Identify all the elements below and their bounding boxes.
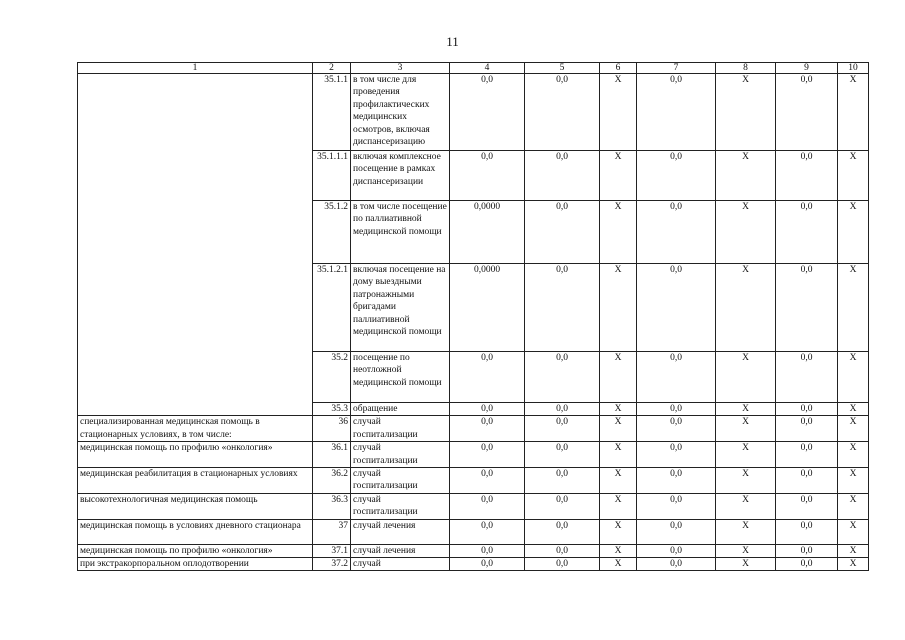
flag-cell: X bbox=[600, 74, 637, 151]
value-cell: 0,0 bbox=[637, 558, 716, 571]
row-code-cell: 35.1.2.1 bbox=[313, 264, 351, 352]
unit-cell: случай bbox=[351, 558, 450, 571]
flag-cell: X bbox=[600, 264, 637, 352]
unit-cell: случай госпитализации bbox=[351, 416, 450, 442]
flag-cell: X bbox=[838, 416, 869, 442]
value-cell: 0,0 bbox=[450, 74, 525, 151]
value-cell: 0,0000 bbox=[450, 264, 525, 352]
flag-cell: X bbox=[838, 352, 869, 403]
value-cell: 0,0 bbox=[776, 74, 838, 151]
value-cell: 0,0 bbox=[776, 558, 838, 571]
unit-cell: обращение bbox=[351, 403, 450, 416]
row-code-cell: 36.3 bbox=[313, 493, 351, 519]
value-cell: 0,0 bbox=[637, 416, 716, 442]
value-cell: 0,0 bbox=[525, 151, 600, 201]
value-cell: 0,0 bbox=[637, 468, 716, 494]
table-row bbox=[78, 558, 869, 571]
flag-cell: X bbox=[838, 151, 869, 201]
flag-cell: X bbox=[716, 442, 776, 468]
row-code-cell: 37.2 bbox=[313, 558, 351, 571]
value-cell: 0,0 bbox=[776, 493, 838, 519]
flag-cell: X bbox=[716, 201, 776, 264]
value-cell: 0,0 bbox=[776, 442, 838, 468]
value-cell: 0,0 bbox=[450, 416, 525, 442]
value-cell: 0,0 bbox=[776, 544, 838, 557]
indicator-cell: медицинская реабилитация в стационарных условиях bbox=[78, 468, 313, 494]
value-cell: 0,0 bbox=[776, 264, 838, 352]
unit-cell: в том числе посещение по паллиативной медицинской помощи bbox=[351, 201, 450, 264]
flag-cell: X bbox=[716, 416, 776, 442]
table-row bbox=[78, 519, 869, 544]
flag-cell: X bbox=[716, 403, 776, 416]
col-header: 6 bbox=[600, 63, 637, 74]
col-header: 1 bbox=[78, 63, 313, 74]
col-header: 5 bbox=[525, 63, 600, 74]
flag-cell: X bbox=[600, 493, 637, 519]
indicator-cell: специализированная медицинская помощь в стационарных условиях, в том числе: bbox=[78, 416, 313, 442]
unit-cell: случай госпитализации bbox=[351, 493, 450, 519]
unit-cell: включая комплексное посещение в рамках диспансеризации bbox=[351, 151, 450, 201]
indicator-cell: при экстракорпоральном оплодотворении bbox=[78, 558, 313, 571]
flag-cell: X bbox=[716, 74, 776, 151]
value-cell: 0,0 bbox=[776, 151, 838, 201]
table-row bbox=[78, 416, 869, 442]
col-header: 10 bbox=[838, 63, 869, 74]
flag-cell: X bbox=[600, 519, 637, 544]
value-cell: 0,0 bbox=[525, 493, 600, 519]
flag-cell: X bbox=[838, 519, 869, 544]
indicator-cell: медицинская помощь в условиях дневного стационара bbox=[78, 519, 313, 544]
data-table bbox=[77, 62, 869, 571]
row-code-cell: 36 bbox=[313, 416, 351, 442]
value-cell: 0,0 bbox=[637, 352, 716, 403]
value-cell: 0,0 bbox=[450, 468, 525, 494]
value-cell: 0,0 bbox=[450, 403, 525, 416]
flag-cell: X bbox=[600, 558, 637, 571]
value-cell: 0,0 bbox=[776, 468, 838, 494]
row-code-cell: 37.1 bbox=[313, 544, 351, 557]
value-cell: 0,0 bbox=[450, 151, 525, 201]
value-cell: 0,0 bbox=[525, 558, 600, 571]
row-code-cell: 35.1.1 bbox=[313, 74, 351, 151]
col-header: 3 bbox=[351, 63, 450, 74]
row-code-cell: 35.1.1.1 bbox=[313, 151, 351, 201]
value-cell: 0,0 bbox=[450, 558, 525, 571]
value-cell: 0,0 bbox=[776, 201, 838, 264]
header-row bbox=[78, 63, 869, 74]
flag-cell: X bbox=[600, 416, 637, 442]
table-row bbox=[78, 544, 869, 557]
value-cell: 0,0 bbox=[525, 442, 600, 468]
value-cell: 0,0 bbox=[776, 519, 838, 544]
flag-cell: X bbox=[716, 493, 776, 519]
value-cell: 0,0 bbox=[637, 264, 716, 352]
value-cell: 0,0000 bbox=[450, 201, 525, 264]
unit-cell: случай лечения bbox=[351, 544, 450, 557]
flag-cell: X bbox=[716, 519, 776, 544]
flag-cell: X bbox=[716, 468, 776, 494]
value-cell: 0,0 bbox=[450, 519, 525, 544]
value-cell: 0,0 bbox=[637, 151, 716, 201]
unit-cell: посещение по неотложной медицинской помощи bbox=[351, 352, 450, 403]
unit-cell: случай лечения bbox=[351, 519, 450, 544]
value-cell: 0,0 bbox=[637, 519, 716, 544]
flag-cell: X bbox=[600, 403, 637, 416]
value-cell: 0,0 bbox=[525, 416, 600, 442]
value-cell: 0,0 bbox=[637, 403, 716, 416]
row-code-cell: 35.2 bbox=[313, 352, 351, 403]
table-row bbox=[78, 468, 869, 494]
value-cell: 0,0 bbox=[637, 74, 716, 151]
flag-cell: X bbox=[838, 264, 869, 352]
unit-cell: случай госпитализации bbox=[351, 442, 450, 468]
value-cell: 0,0 bbox=[450, 442, 525, 468]
flag-cell: X bbox=[838, 558, 869, 571]
col-header: 7 bbox=[637, 63, 716, 74]
flag-cell: X bbox=[600, 544, 637, 557]
flag-cell: X bbox=[600, 442, 637, 468]
row-code-cell: 36.1 bbox=[313, 442, 351, 468]
flag-cell: X bbox=[600, 151, 637, 201]
flag-cell: X bbox=[838, 544, 869, 557]
indicator-cell: медицинская помощь по профилю «онкология» bbox=[78, 544, 313, 557]
flag-cell: X bbox=[716, 544, 776, 557]
flag-cell: X bbox=[716, 264, 776, 352]
flag-cell: X bbox=[838, 403, 869, 416]
indicator-cell: высокотехнологичная медицинская помощь bbox=[78, 493, 313, 519]
flag-cell: X bbox=[716, 352, 776, 403]
value-cell: 0,0 bbox=[525, 544, 600, 557]
value-cell: 0,0 bbox=[525, 403, 600, 416]
value-cell: 0,0 bbox=[637, 493, 716, 519]
unit-cell: случай госпитализации bbox=[351, 468, 450, 494]
page-number: 11 bbox=[446, 34, 459, 49]
unit-cell: включая посещение на дому выездными патронажными бригадами паллиативной медицинской помощи bbox=[351, 264, 450, 352]
value-cell: 0,0 bbox=[525, 519, 600, 544]
value-cell: 0,0 bbox=[450, 493, 525, 519]
col-header: 4 bbox=[450, 63, 525, 74]
flag-cell: X bbox=[838, 201, 869, 264]
col-header: 8 bbox=[716, 63, 776, 74]
value-cell: 0,0 bbox=[525, 74, 600, 151]
flag-cell: X bbox=[838, 442, 869, 468]
indicator-cell bbox=[78, 74, 313, 416]
unit-cell: в том числе для проведения профилактических медицинских осмотров, включая диспансеризацию bbox=[351, 74, 450, 151]
row-code-cell: 37 bbox=[313, 519, 351, 544]
value-cell: 0,0 bbox=[776, 403, 838, 416]
table-row bbox=[78, 74, 869, 151]
flag-cell: X bbox=[838, 468, 869, 494]
value-cell: 0,0 bbox=[450, 352, 525, 403]
flag-cell: X bbox=[838, 74, 869, 151]
value-cell: 0,0 bbox=[525, 352, 600, 403]
col-header: 2 bbox=[313, 63, 351, 74]
row-code-cell: 35.1.2 bbox=[313, 201, 351, 264]
value-cell: 0,0 bbox=[776, 352, 838, 403]
value-cell: 0,0 bbox=[637, 442, 716, 468]
indicator-cell: медицинская помощь по профилю «онкология» bbox=[78, 442, 313, 468]
row-code-cell: 36.2 bbox=[313, 468, 351, 494]
value-cell: 0,0 bbox=[525, 264, 600, 352]
flag-cell: X bbox=[600, 352, 637, 403]
flag-cell: X bbox=[838, 493, 869, 519]
value-cell: 0,0 bbox=[637, 544, 716, 557]
flag-cell: X bbox=[716, 558, 776, 571]
flag-cell: X bbox=[716, 151, 776, 201]
col-header: 9 bbox=[776, 63, 838, 74]
value-cell: 0,0 bbox=[525, 201, 600, 264]
value-cell: 0,0 bbox=[637, 201, 716, 264]
table-row bbox=[78, 493, 869, 519]
flag-cell: X bbox=[600, 468, 637, 494]
value-cell: 0,0 bbox=[525, 468, 600, 494]
row-code-cell: 35.3 bbox=[313, 403, 351, 416]
table-row bbox=[78, 442, 869, 468]
flag-cell: X bbox=[600, 201, 637, 264]
value-cell: 0,0 bbox=[776, 416, 838, 442]
value-cell: 0,0 bbox=[450, 544, 525, 557]
